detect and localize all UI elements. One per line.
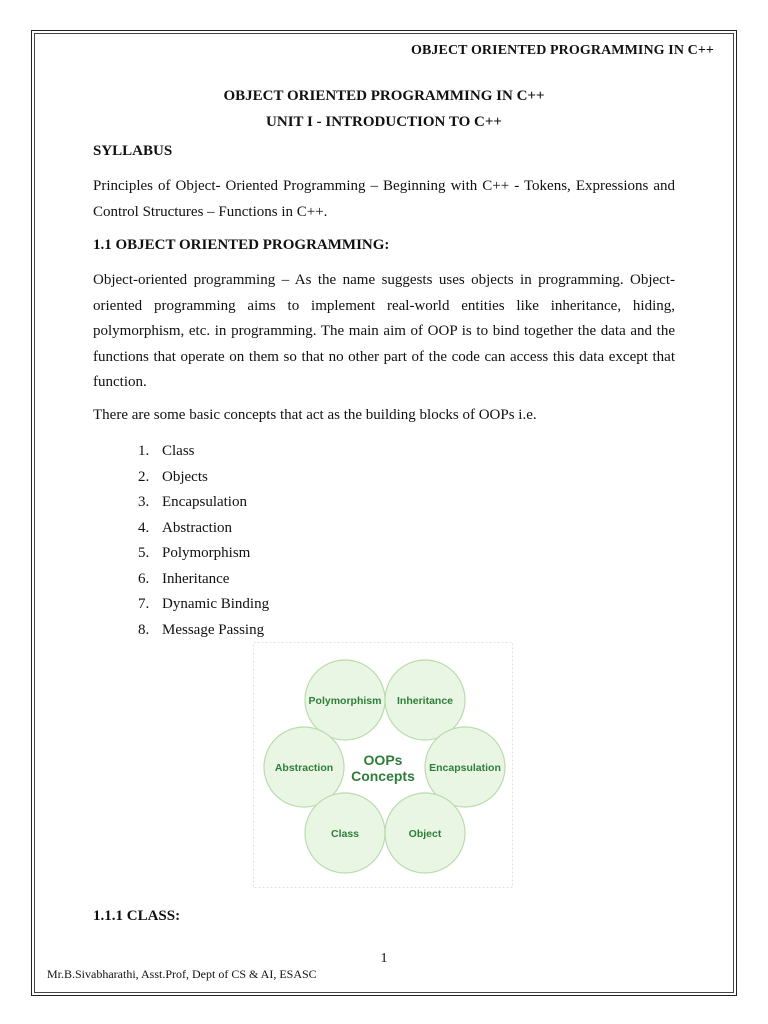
- syllabus-text: Principles of Object- Oriented Programming – Beginning with C++ - Tokens, Expressions and Control Structures – Functions in C++.: [93, 178, 675, 220]
- footer-author: Mr.B.Sivabharathi, Asst.Prof, Dept of CS & AI, ESASC: [47, 967, 317, 981]
- list-item: 2. Objects: [138, 468, 208, 485]
- node-label-class: Class: [330, 828, 360, 840]
- oops-concepts-diagram: [253, 642, 513, 888]
- page-number: 1: [380, 951, 388, 966]
- unit-title: UNIT I - INTRODUCTION TO C++: [266, 114, 502, 130]
- section-heading: 1.1 OBJECT ORIENTED PROGRAMMING:: [93, 237, 390, 253]
- concepts-list: [138, 439, 269, 643]
- list-item: 1. Class: [138, 443, 195, 459]
- concepts-intro: There are some basic concepts that act as the building blocks of OOPs i.e.: [93, 407, 537, 423]
- subsection-heading: 1.1.1 CLASS:: [93, 908, 181, 924]
- node-label-encapsulation: Encapsulation: [429, 762, 501, 774]
- list-item: 8. Message Passing: [138, 621, 265, 638]
- node-label-polymorphism: Polymorphism: [308, 695, 382, 707]
- list-item: 6. Inheritance: [138, 570, 230, 587]
- diagram-center-line2: Concepts: [351, 768, 415, 784]
- list-item: 5. Polymorphism: [138, 545, 251, 561]
- diagram-center-line1: OOPs: [363, 752, 403, 768]
- node-label-abstraction: Abstraction: [274, 762, 334, 774]
- syllabus-heading: SYLLABUS: [93, 143, 173, 159]
- list-item: 4. Abstraction: [138, 519, 232, 536]
- list-item: 7. Dynamic Binding: [138, 596, 270, 612]
- node-label-inheritance: Inheritance: [396, 695, 454, 707]
- section-paragraph: Object-oriented programming – As the name suggests uses objects in programming. Object-oriented programming aims to implement real-world entities like inheritance, hiding, polymorphism, etc. in programming. The main aim of OOP is to bind together the data and the functions that operate on them so that no other part of the code can access this data except that function.: [93, 272, 675, 390]
- running-header: OBJECT ORIENTED PROGRAMMING IN C++: [410, 43, 714, 58]
- list-item: 3. Encapsulation: [138, 494, 247, 510]
- node-label-object: Object: [408, 828, 442, 840]
- document-title: OBJECT ORIENTED PROGRAMMING IN C++: [223, 88, 545, 104]
